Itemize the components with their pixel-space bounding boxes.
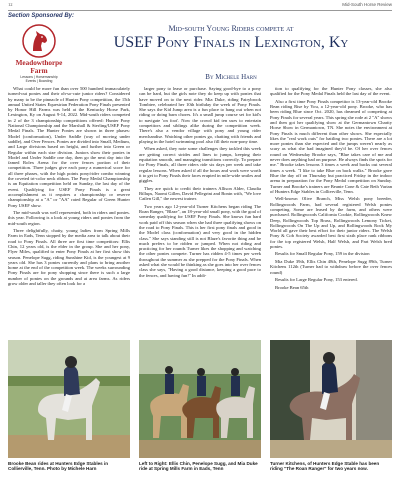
- photo-caption-1: Brooke Bean rides at Hunters Edge Stables in Collierville, Tenn. Photo by Michele Harn: [8, 461, 109, 472]
- paragraph: Well-known Olive Branch, Miss Welsh pony breeder, Rollingwoods Farm, had several registered Welsh ponies competing. Some are leased by the farm, and others were purchased. Rollingwoods California Cookie, Rollingwoods Knew Deep, Rollingwoods Top Brass, Rollingwoods Lemony Ticket, Rollingwoods On The Up and Up, and Rollingwoods Rock My World all gave their best effort for their junior riders. The Welsh Pony & Cob Society awarded best first sixth place rank ribbons for the top registered Welsh, Half Welsh, and Part Welsh bred ponies.: [270, 196, 392, 249]
- paragraph: Brooke Bean 65th: [275, 284, 309, 290]
- publication-name: Mid-South Horse Review: [342, 2, 392, 7]
- photo-caption-3: Turner Kitchens, of Hunters Edge Stable has been riding "The Roan Ranger" for two years now.: [270, 461, 380, 472]
- article-column-1: [8, 86, 130, 289]
- photo-rider-roan-pony: [270, 340, 392, 458]
- header-rule: [8, 10, 392, 11]
- paragraph: Results for Large Regular Pony, 153 entered.: [275, 277, 358, 283]
- paragraph: They are quick to credit their trainers Allison Alder, Claudia Billups, Naomi Gillen, David Pellegrini and Bonin with, "We love Cailen Gill," the newest trainer.: [139, 185, 261, 202]
- article-byline: By Michele Harn: [205, 73, 257, 81]
- article-headline: USEF Pony Finals in Lexington, Ky: [113, 34, 349, 51]
- paragraph: The mid-south was well represented, both in riders and ponies. this year. Following is a look at young riders and ponies from the mid-south region.: [8, 210, 130, 226]
- article-column-2: [139, 86, 261, 280]
- article-column-3: [270, 86, 392, 292]
- paragraph: tion to qualifying for the Hunter Pony classes, she also qualified for the Pony Medal Finals held the last day of the event.: [270, 86, 392, 97]
- headline-kicker: Mid-south Young Riders compete at: [168, 24, 294, 33]
- page-number: 12: [8, 2, 13, 7]
- sponsor-tagline: Lessons | Horsemanship Events | Boarding: [20, 75, 58, 83]
- page-header: [8, 2, 392, 10]
- photo-rider-grey-pony: [8, 340, 130, 458]
- paragraph: What could be more fun than over 500 hundred immaculately turned-out ponies and their oh-so-cute junior riders? Considered by many to be the pinnacle of Hunter Pony competition, the 15th annual United States Equestrian Federation Pony Finals presented by Honor Hill Farms was held at the Kentucky Horse Park, Lexington, Ky on August 9-14, 2022. Mid-south riders competed in 2 of the 3 championship competitions offered: Hunter Pony National Championship and the Marshall & Sterling/USEF Pony Medal Finals. The Hunter Ponies are shown in three phases: Model (conformation), Under Saddle (way of moving under saddle), and Over Fences. Ponies are divided into Small, Medium, and Large divisions based on height, and further into Green or Regular within each size division. Juniors show their ponies in Model and Under Saddle one day, then go the next day into the famed Rolex Arena for the over fences portion of their competition. Three judges give each pony a numerical score for all three phases, with the high points pony/rider combo winning the coveted tri-color neck ribbon. The Pony Medal Championship is an Equitation competition held on Sunday, the last day of the event. Qualifying for USEF Pony Finals is a great accomplishment as it requires a championship or reserve championship at a "A" or "AA" rated Regular of Green Hunter Pony USEF show.: [8, 86, 130, 208]
- paragraph: When asked, they note some challenges they tackled this week are getting correct strides and lines to jumps, keeping their equitation smooth, and managing transitions correctly. To prepare for Pony Finals, all three riders ride six days per week and take regular lessons. When asked if all the hours and work were worth it to get to Pony Finals their faces erupted in mile-wide smiles and giggles.: [139, 146, 261, 184]
- paragraph: Mia Duke 39th, Ellis Chin 48th, Penelope Sugg 89th, Turner Kitchens 112th (Turner had to withdraw before the over fences round): [270, 258, 392, 275]
- paragraph: Two years ago 12-year-old Turner Kitchens began riding The Roan Ranger, "Blaze", an 18-year-old small pony, with the goal of someday qualifying for USEF Pony Finals. She knows fun hard work paid off this season when she had three qualifying shows on the road to Pony Finals. This is her first pony finals and good in the Model class (conformation) and very good in the hidden class." She says standing still is not Blaze's favorite thing and he much prefers to be ridden or jumped. When not riding and practicing for her rounds Turner likes the shopping and watching the other ponies compete. Turner has ridden 4-5 times per week throughout the summer as she prepped for the Pony Finals. When asked what she would be thinking as she goes into her over fences class she says, "Having a good distance, keeping a good pace to the fences, and having fun!" In addi-: [139, 203, 261, 278]
- sponsor-logo: [10, 24, 68, 86]
- horse-head-icon: [22, 24, 56, 58]
- paragraph: Also a first time Pony Finals competitor is 13-year-old Brooke Bean riding Rise by You, a 12-year-old pony. Brooke, who has been riding Blue since Oct. 2020, has dreamed of competing at Pony Finals for several years. This spring she rode at 2 "A" shows and then got her qualifying show at the Germantown Charity Horse Show in Germantown, TN. She notes the environment at Pony Finals is much different than other shows. She especially likes the "real work outs" for battling two ponies. There are a lot more ponies than she expected and the jumps weren't nearly as scary as what she had imagined they'd be. Of her over fences round on Wednesday Brooke says, "Blue takes care of me and never does anything bad on purpose. He always finds the spots for me." Brooke takes lessons 3 times a week and backs out several times a week. "I like to take Blue on back walks." Brooke gave Blue the day off on Thursday but practiced Friday in the indoor arena in preparation for the Pony Medal competition on Sunday. Turner and Brooke's trainers are Beanie Cone & Cate Beth Varian of Hunters Edge Stables in Collierville, Tenn.: [270, 98, 392, 194]
- paragraph: Three delightfully, chatty, young ladies from Spring Mills Farm in Eads, Tenn stopped by the media area to talk about their road to Pony Finals. All three are first time competitors: Ellis Chin, 12 years old, is the elder in the group. She and her pony, Flyer Miles, qualified to enter Pony Finals at her first show this season. Penelope Sugg, riding Sunshine Kid, is the youngest at 9 years old. She has 3 ponies currently and plans to bring another home at the end of the competition week. The weeks surrounding Pony Finals are for pony shopping since there is such a large number of ponies on the grounds and at area farms. As riders grow older and taller they often look for a: [8, 228, 130, 287]
- paragraph: larger pony to lease or purchase. Saying good-bye to a pony can be hard, but the girls note they do keep up with ponies that have moved on to the next rider. Mia Duke, riding Fairybrook Tombtee, celebrated her 10th birthday the week of Pony Finals. She says the Kid Jump area is a fun place to hang out when not riding or doing barn chores. It's a small jump course set for kid's to navigate 'on foot'. Now the crowd kid ten uses to entertain competitors and siblings alike during the competition week. There's also a vendor village with pony and young rider merchandise. Watching other ponies go, chatting with friends and playing in the hotel swimming pool also fill their non-pony time.: [139, 86, 261, 144]
- photo-caption-2: Left to Right: Ellis Chin, Penelope Sugg, and Mia Duke ride at Spring Mills Farm in Eads, Tenn: [139, 461, 258, 472]
- paragraph: Results for Small Regular Pony, 159 in the division: [275, 251, 370, 257]
- photo-three-riders: [139, 340, 261, 458]
- sponsor-name: Meadowthorpe Farm: [15, 59, 63, 75]
- section-sponsor-label: Section Sponsored By:: [8, 13, 75, 19]
